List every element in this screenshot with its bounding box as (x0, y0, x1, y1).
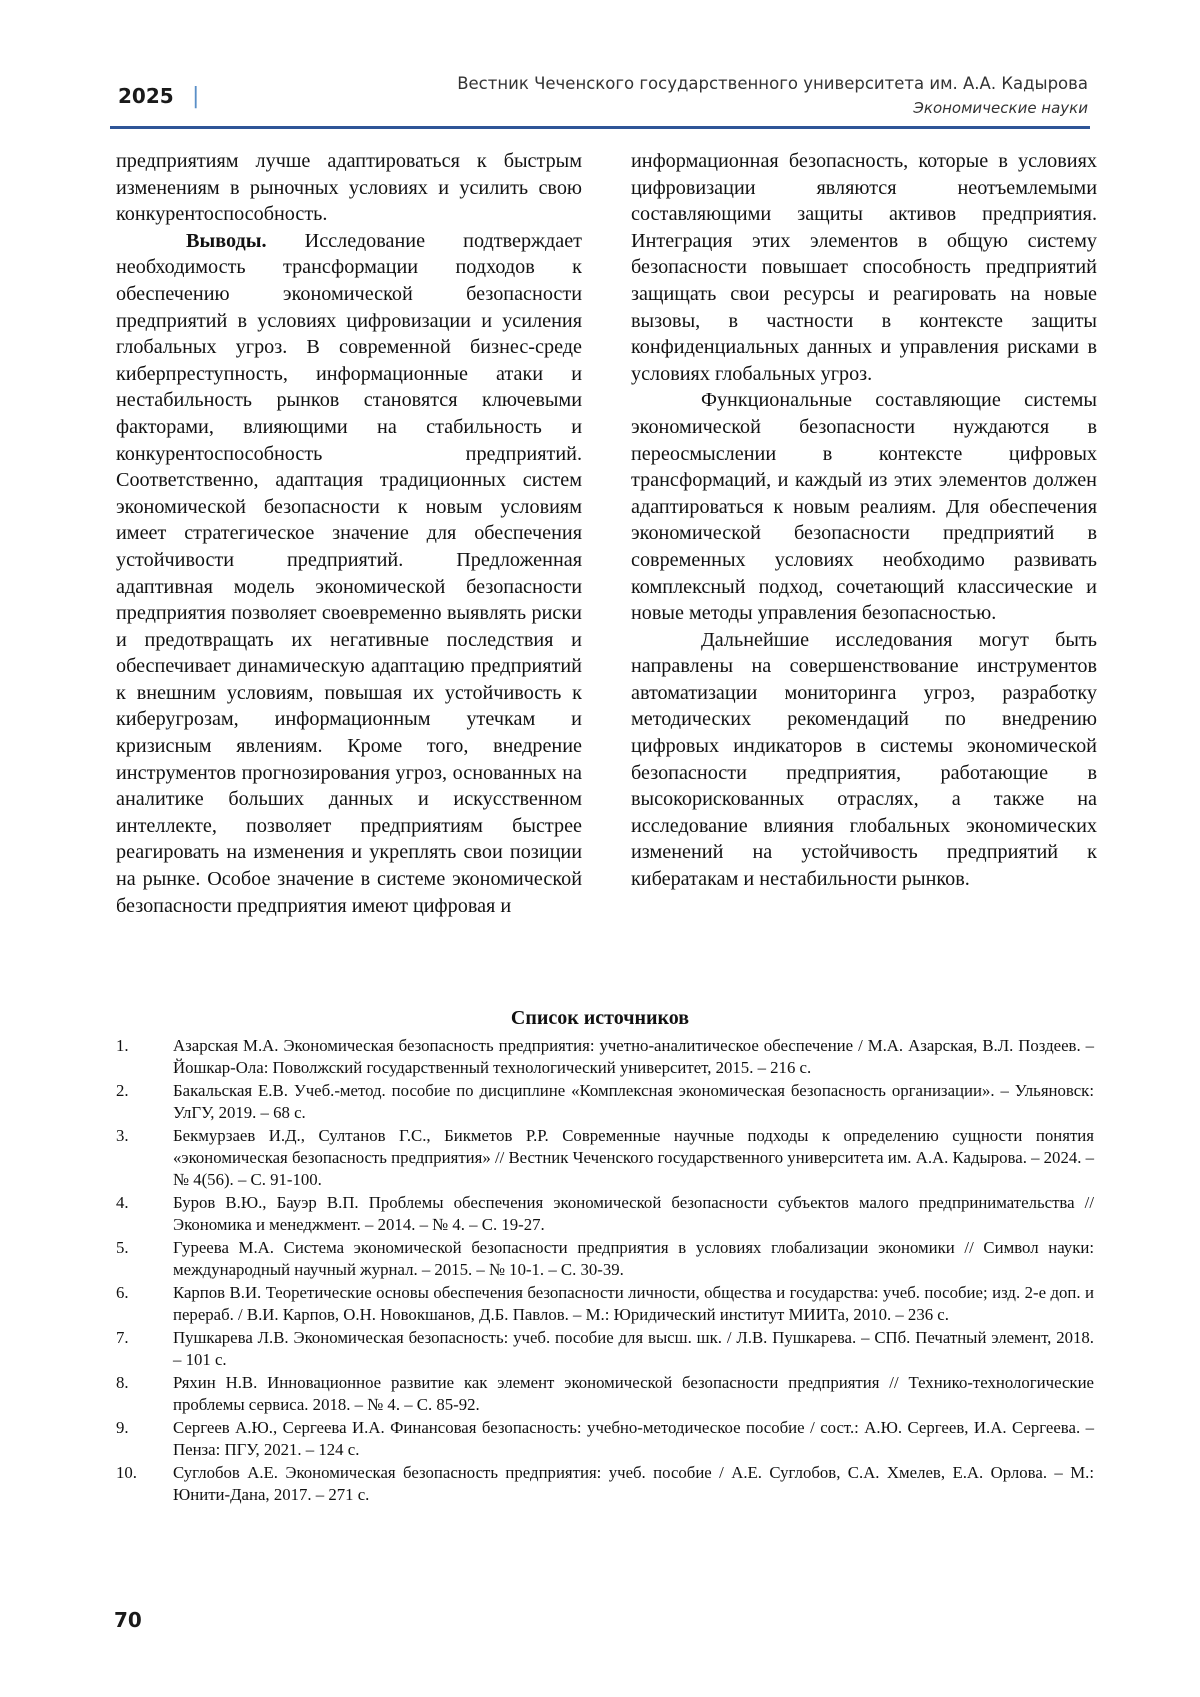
reference-item (116, 1192, 1094, 1236)
right-column (631, 148, 1097, 893)
reference-text: Бакальская Е.В. Учеб.-метод. пособие по дисциплине «Комплексная экономическая безопасность организации». – Ульяновск: УлГУ, 2019. – 68 с. (173, 1081, 1094, 1122)
reference-item (116, 1080, 1094, 1124)
reference-item (116, 1282, 1094, 1326)
reference-item (116, 1462, 1094, 1506)
reference-number: 7. (116, 1328, 129, 1347)
reference-text: Азарская М.А. Экономическая безопасность предприятия: учетно-аналитическое обеспечение / М.А. Азарская, В.Л. Поздеев. – Йошкар-Ола: Поволжский государственный технологический университет, 2015. – 216 с. (173, 1036, 1094, 1077)
paragraph-security: информационная безопасность, которые в условиях цифровизации являются неотъемлемыми составляющими защиты активов предприятия. Интеграция этих элементов в общую систему безопасности повышает способность предприятий защищать свои ресурсы и реагировать на новые вызовы, в частности в контексте защиты конфиденциальных данных и управления рисками в условиях глобальных угроз. (631, 150, 1097, 385)
reference-text: Ряхин Н.В. Инновационное развитие как элемент экономической безопасности предприятия // Технико-технологические проблемы сервиса. 2018. – № 4. – С. 85-92. (173, 1373, 1094, 1414)
reference-text: Бекмурзаев И.Д., Султанов Г.С., Бикметов Р.Р. Современные научные подходы к определению сущности понятия «экономическая безопасность предприятия» // Вестник Чеченского государственного университета им. А.А. Кадырова. – 2024. – № 4(56). – С. 91-100. (173, 1126, 1095, 1189)
reference-item (116, 1372, 1094, 1416)
reference-number: 1. (116, 1036, 129, 1055)
paragraph-continued: предприятиям лучше адаптироваться к быстрым изменениям в рыночных условиях и усилить свою конкурентоспособность. (116, 150, 582, 226)
conclusions-label: Выводы. (186, 229, 267, 252)
journal-year: 2025 (118, 84, 174, 108)
reference-number: 9. (116, 1418, 129, 1437)
journal-section: Экономические науки (913, 99, 1088, 117)
reference-number: 2. (116, 1081, 129, 1100)
journal-title: Вестник Чеченского государственного университета им. А.А. Кадырова (457, 74, 1088, 93)
reference-text: Пушкарева Л.В. Экономическая безопасность: учеб. пособие для высш. шк. / Л.В. Пушкарева. – СПб. Печатный элемент, 2018. – 101 с. (173, 1328, 1094, 1369)
reference-text: Суглобов А.Е. Экономическая безопасность предприятия: учеб. пособие / А.Е. Суглобов, С.А. Хмелев, Е.А. Орлова. – М.: Юнити-Дана, 2017. – 271 с. (173, 1463, 1094, 1504)
reference-text: Буров В.Ю., Бауэр В.П. Проблемы обеспечения экономической безопасности субъектов малого предпринимательства // Экономика и менеджмент. – 2014. – № 4. – С. 19-27. (173, 1193, 1094, 1234)
reference-number: 4. (116, 1193, 129, 1212)
header-separator: | (192, 84, 200, 109)
reference-text: Гуреева М.А. Система экономической безопасности предприятия в условиях глобализации экономики // Символ науки: международный научный журнал. – 2015. – № 10-1. – С. 30-39. (173, 1238, 1094, 1279)
reference-item (116, 1417, 1094, 1461)
reference-number: 8. (116, 1373, 129, 1392)
header-rule (110, 126, 1090, 129)
reference-item (116, 1327, 1094, 1371)
paragraph-functional: Функциональные составляющие системы экономической безопасности нуждаются в переосмыслении в контексте цифровых трансформаций, и каждый из этих элементов должен адаптироваться к новым реалиям. Для обеспечения экономической безопасности предприятий в современных условиях необходимо развивать комплексный подход, сочетающий классические и новые методы управления безопасностью. (631, 389, 1097, 625)
reference-number: 5. (116, 1238, 129, 1257)
paragraph-further-research: Дальнейшие исследования могут быть направлены на совершенствование инструментов автоматизации мониторинга угроз, разработку методических рекомендаций по внедрению цифровых индикаторов в системы экономической безопасности предприятия, работающие в высокорискованных отраслях, а также на исследование влияния глобальных экономических изменений на устойчивость предприятий к кибератакам и нестабильности рынков. (631, 628, 1097, 891)
reference-text: Карпов В.И. Теоретические основы обеспечения безопасности личности, общества и государства: учеб. пособие; изд. 2-е доп. и перераб. / В.И. Карпов, О.Н. Новокшанов, Д.Б. Павлов. – М.: Юридический институт МИИТа, 2010. – 236 с. (173, 1283, 1094, 1324)
reference-item (116, 1035, 1094, 1079)
conclusions-text: Исследование подтверждает необходимость трансформации подходов к обеспечению экономической безопасности предприятий в условиях цифровизации и усиления глобальных угроз. В современной бизнес-среде киберпреступность, информационные атаки и нестабильность рынков становятся ключевыми факторами, влияющими на стабильность и конкурентоспособность предприятий. Соответственно, адаптация традиционных систем экономической безопасности к новым условиям имеет стратегическое значение для обеспечения устойчивости предприятий. Предложенная адаптивная модель экономической безопасности предприятия позволяет своевременно выявлять риски и предотвращать их негативные последствия и обеспечивает динамическую адаптацию предприятий к внешним условиям, повышая их устойчивость к киберугрозам, информационным утечкам и кризисным явлениям. Кроме того, внедрение инструментов прогнозирования угроз, основанных на аналитике больших данных и искусственном интеллекте, позволяет предприятиям быстрее реагировать на изменения и укреплять свои позиции на рынке. Особое значение в системе экономической безопасности предприятия имеют цифровая и (116, 229, 582, 917)
reference-number: 10. (116, 1463, 137, 1482)
reference-number: 6. (116, 1283, 129, 1302)
page-number: 70 (114, 1608, 142, 1632)
references-title: Список источников (510, 1007, 690, 1029)
references-list (116, 1035, 1094, 1507)
reference-text: Сергеев А.Ю., Сергеева И.А. Финансовая безопасность: учебно-методическое пособие / сост.: А.Ю. Сергеев, И.А. Сергеева. – Пенза: ПГУ, 2021. – 124 с. (173, 1418, 1094, 1459)
paragraph-conclusions (116, 228, 582, 919)
reference-item (116, 1125, 1094, 1191)
left-column (116, 148, 582, 919)
reference-number: 3. (116, 1126, 129, 1145)
reference-item (116, 1237, 1094, 1281)
